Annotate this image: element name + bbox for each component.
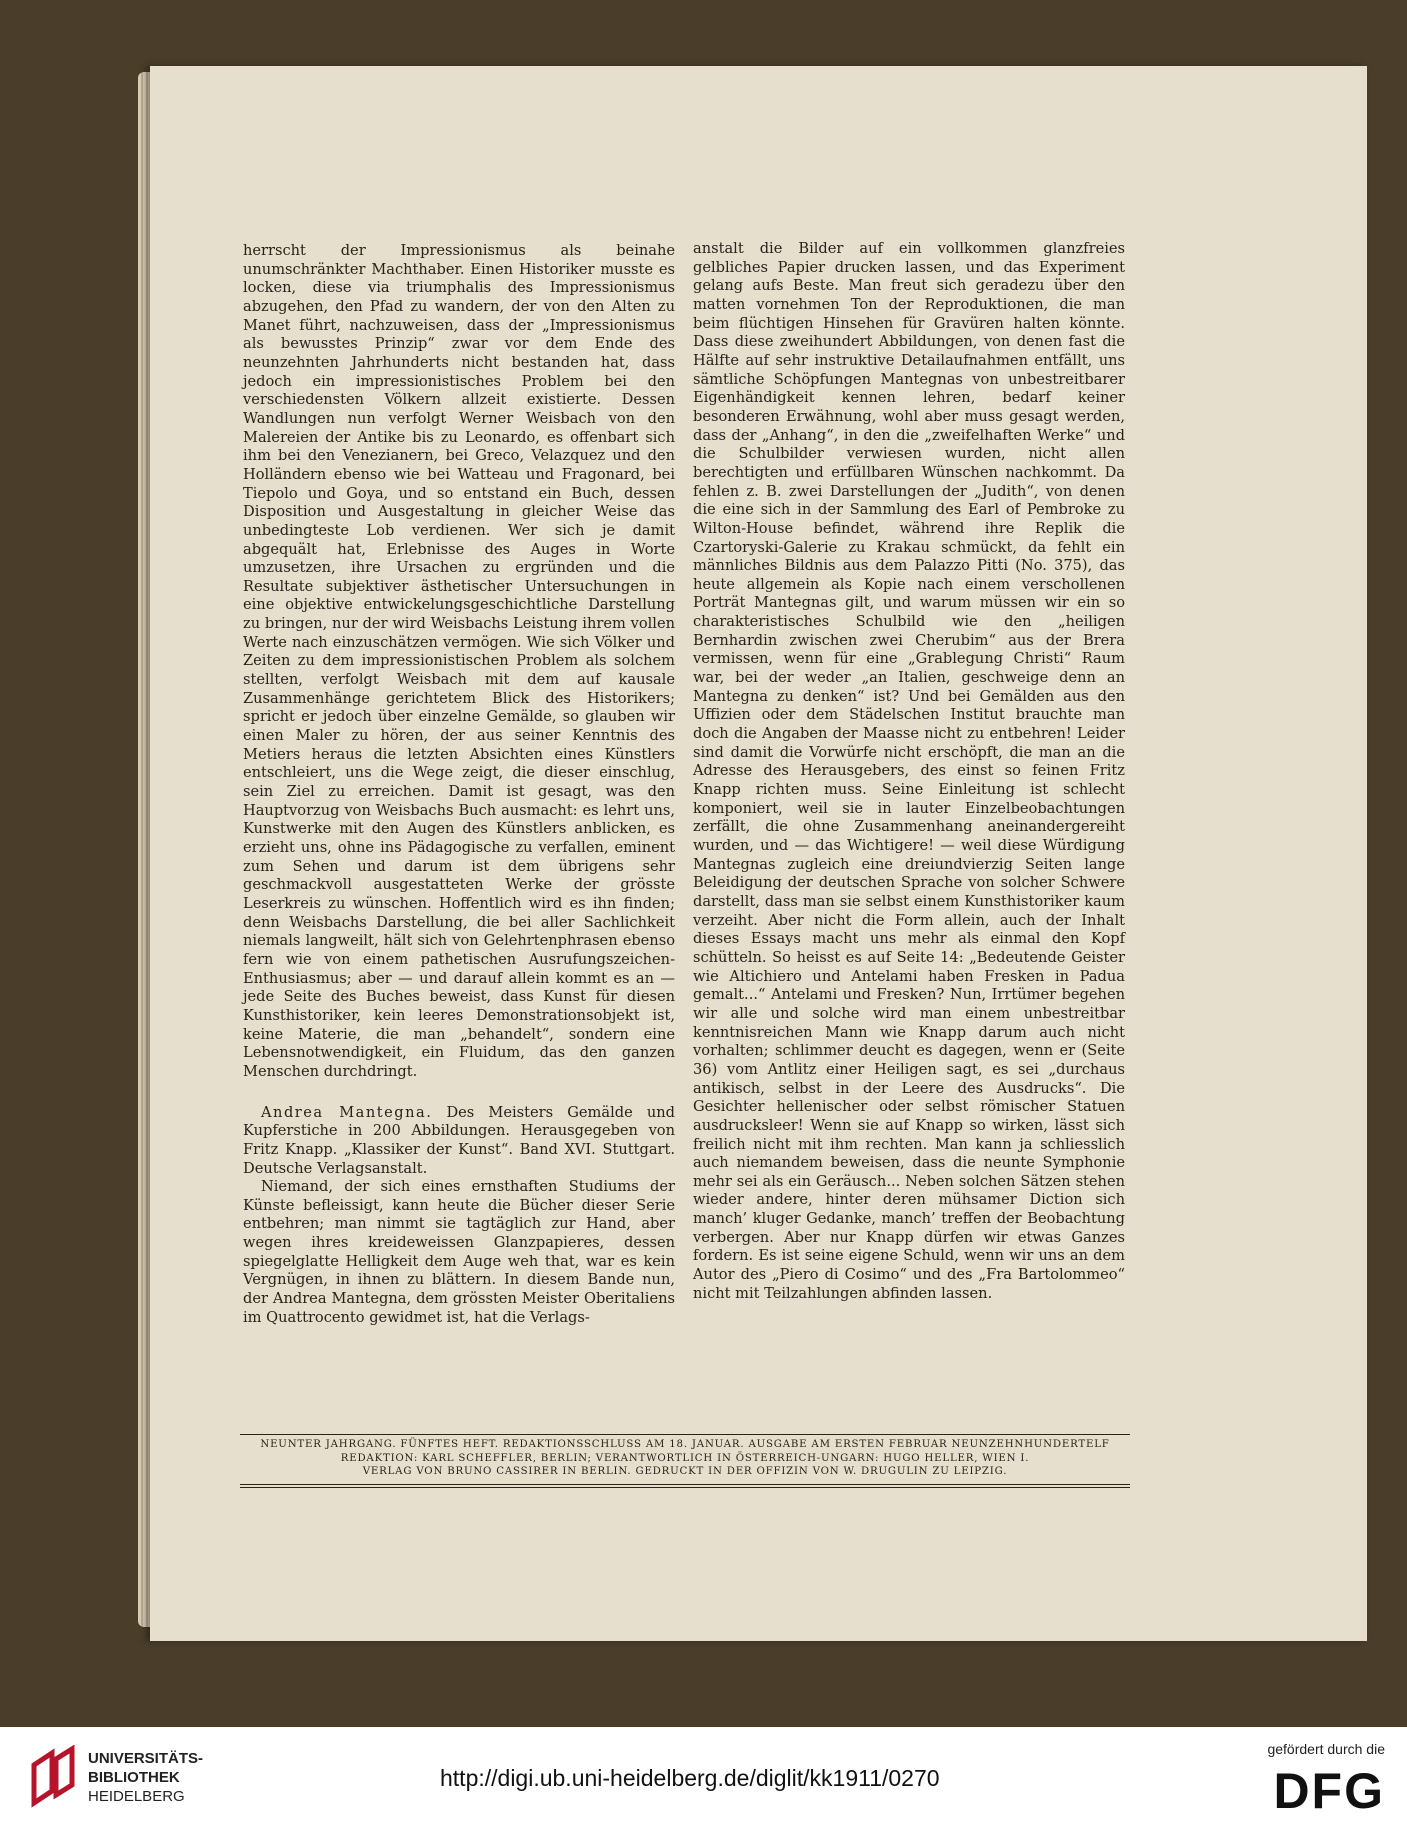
right-text-column [693,240,1125,1303]
imprint [240,1434,1130,1479]
library-name-line: UNIVERSITÄTS- [88,1750,204,1767]
imprint-line: NEUNTER JAHRGANG. FÜNFTES HEFT. REDAKTIONSSCHLUSS AM 18. JANUAR. AUSGABE AM ERSTEN FEBRUAR NEUNZEHNHUNDERTELF [260,1439,1110,1450]
paragraph-text: Des Meisters Gemälde und Kupferstiche in 200 Abbildungen. Herausgegeben von Fritz Knapp. „Klassiker der Kunst“. Band XVI. Stuttgart. Deutsche Verlagsanstalt. [243,1103,675,1177]
library-name-line: BIBLIOTHEK [88,1769,180,1786]
library-name-line: HEIDELBERG [88,1788,185,1805]
viewer-footer [0,1727,1407,1831]
dfg-logo[interactable]: DFG [1273,1763,1385,1819]
funder-label: gefördert durch die [1267,1741,1385,1757]
imprint-double-rule [240,1484,1130,1488]
paragraph [243,1104,675,1179]
university-library-logo-icon [26,1745,80,1811]
paragraph-text: anstalt die Bilder auf ein vollkommen glanzfreies gelbliches Papier drucken lassen, und das Experiment gelang aufs Beste. Man freut sich geradezu über den matten vornehmen Ton der Reproduktionen, die man beim flüchtigen Hinsehen für Gravüren halten könnte. Dass diese zweihundert Abbildungen, von denen fast die Hälfte auf sehr instruktive Detailaufnahmen entfällt, uns sämtliche Schöpfungen Mantegnas von unbestreitbarer Eigenhändigkeit kennen lehren, bedarf keiner besonderen Erwähnung, wohl aber muss gesagt werden, dass der „Anhang“, in den die „zweifelhaften Werke“ und die Schulbilder verwiesen wurden, nicht allen berechtigten und erfüllbaren Wünschen nachkommt. Da fehlen z. B. zwei Darstellungen der „Judith“, von denen die eine sich in der Sammlung des Earl of Pembroke zu Wilton-House befindet, während ihre Replik die Czartoryski-Galerie zu Krakau schmückt, da fehlt ein männliches Bildnis aus dem Palazzo Pitti (No. 375), das heute allgemein als Kopie nach einem verschollenen Porträt Mantegnas gilt, und warum müssen wir ein so charakteristisches Schulbild wie den „heiligen Bernhardin zwischen zwei Cherubim“ aus der Brera vermissen, wenn für eine „Grablegung Christi“ Raum war, bei der weder „an Italien, geschweige denn an Mantegna zu denken“ ist? Und bei Gemälden aus den Uffizien oder dem Städelschen Institut brauchte man doch die Angaben der Maasse nicht zu entbehren! Leider sind damit die Vorwürfe nicht erschöpft, die man an die Adresse des Herausgebers, des einst so feinen Fritz Knapp richten muss. Seine Einleitung ist schlecht komponiert, weil sie in lauter Einzelbeobachtungen zerfällt, die ohne Zusammenhang aneinandergereiht wurden, und — das Wichtigere! — weil diese Würdigung Mantegnas zugleich eine dreiundvierzig Seiten lange Beleidigung der deutschen Sprache von solcher Schwere darstellt, dass man sie selbst einem Kunsthistoriker kaum verzeiht. Aber nicht die Form allein, auch der Inhalt dieses Essays macht uns mehr als einmal den Kopf schütteln. So heisst es auf Seite 14: „Bedeutende Geister wie Altichiero und Antelami haben Fresken in Padua gemalt...“ Antelami und Fresken? Nun, Irrtümer begehen wir alle und solche wird man einem unbestreitbar kenntnisreichen Mann wie Knapp darum auch nicht vorhalten; schlimmer deucht es dagegen, wenn er (Seite 36) vom Antlitz einer Heiligen sagt, es sei „durchaus antikisch, selbst in der Leere des Ausdrucks“. Die Gesichter hellenischer oder selbst römischer Statuen ausdrucksleer! Wenn sie auf Knapp so wirken, lässt sich freilich nicht mit ihm rechten. Man kann ja schliesslich auch niemandem beweisen, dass die neunte Symphonie mehr sei als ein Geräusch... Neben solchen Sätzen stehen wieder andere, hinter deren mühsamer Diction sich manch’ kluger Gedanke, manch’ treffen der Beobachtung verbergen. Aber nur Knapp dürfen wir etwas Ganzes fordern. Es ist seine eigene Schuld, wenn wir uns an dem Autor des „Piero di Cosimo“ und des „Fra Bartolommeo“ nicht mit Teilzahlungen abfinden lassen. [693,240,1125,1302]
library-name[interactable] [88,1749,203,1806]
paragraph [243,242,675,1082]
permalink-url[interactable]: http://digi.ub.uni-heidelberg.de/diglit/kk1911/0270 [440,1765,940,1791]
imprint-line: REDAKTION: KARL SCHEFFLER, BERLIN; VERANTWORTLICH IN ÖSTERREICH-UNGARN: HUGO HELLER, WIEN I. [340,1452,1030,1464]
imprint-line: VERLAG VON BRUNO CASSIRER IN BERLIN. GEDRUCKT IN DER OFFIZIN VON W. DRUGULIN ZU LEIPZIG. [362,1466,1008,1478]
left-text-column [243,242,675,1327]
paragraph-text: herrscht der Impressionismus als beinahe unumschränkter Machthaber. Einen Historiker musste es locken, diese via triumphalis des Impressionismus abzugehen, den Pfad zu wandern, der von den Alten zu Manet führt, nachzuweisen, dass der „Impressionismus als bewusstes Prinzip“ zwar vor dem Ende des neunzehnten Jahrhunderts nicht bestanden hat, dass jedoch ein impressionistisches Problem bei den verschiedensten Völkern allzeit existierte. Dessen Wandlungen nun verfolgt Werner Weisbach von den Malereien der Antike bis zu Leonardo, es offenbart sich ihm bei den Venezianern, bei Greco, Velazquez und den Holländern ebenso wie bei Watteau und Fragonard, bei Tiepolo und Goya, und so entstand ein Buch, dessen Disposition und Ausgestaltung in gleicher Weise das unbedingteste Lob verdienen. Wer sich je damit abgequält hat, Erlebnisse des Auges in Worte umzusetzen, ihre Ursachen zu ergründen und die Resultate subjektiver ästhetischer Untersuchungen in eine objektive entwickelungsgeschichtliche Darstellung zu bringen, nur der wird Weisbachs Leistung ihrem vollen Werte nach einzuschätzen vermögen. Wie sich Völker und Zeiten zu dem impressionistischen Problem als solchem stellten, verfolgt Weisbach mit dem auf kausale Zusammenhänge gerichtetem Blick des Historikers; spricht er jedoch über einzelne Gemälde, so glauben wir einen Maler zu hören, der aus seiner Kenntnis des Metiers heraus die letzten Absichten eines Künstlers entschleiert, uns die Wege zeigt, die dieser einschlug, sein Ziel zu erreichen. Damit ist gesagt, was den Hauptvorzug von Weisbachs Buch ausmacht: es lehrt uns, Kunstwerke mit den Augen des Künstlers anblicken, es erzieht uns, ohne ins Pädagogische zu verfallen, eminent zum Sehen und darum ist dem übrigens sehr geschmackvoll ausgestatteten Werke der grösste Leserkreis zu wünschen. Hoffentlich wird es ihn finden; denn Weisbachs Darstellung, die bei aller Sachlichkeit niemals langweilt, hält sich von Gelehrtenphrasen ebenso fern wie von einem pathetischen Ausrufungszeichen-Enthusiasmus; aber — und darauf allein kommt es an — jede Seite des Buches beweist, dass Kunst für diesen Kunsthistoriker, kein leeres Demonstrationsobjekt ist, keine Materie, die man „behandelt“, sondern eine Lebensnotwendigkeit, ein Fluidum, das den ganzen Menschen durchdringt. [243,242,675,1080]
paragraph [693,240,1125,1303]
review-title: Andrea Mantegna. [261,1103,433,1121]
paragraph-text: Niemand, der sich eines ernsthaften Studiums der Künste befleissigt, kann heute die Bücher dieser Serie entbehren; man nimmt sie tagtäglich zur Hand, aber wegen ihres kreideweissen Glanzpapieres, dessen spiegelglatte Helligkeit dem Auge weh that, war es kein Vergnügen, in ihnen zu blättern. In diesem Bande nun, der Andrea Mantegna, dem grössten Meister Oberitaliens im Quattrocento gewidmet ist, hat die Verlags- [243,1178,675,1326]
paragraph [243,1178,675,1327]
